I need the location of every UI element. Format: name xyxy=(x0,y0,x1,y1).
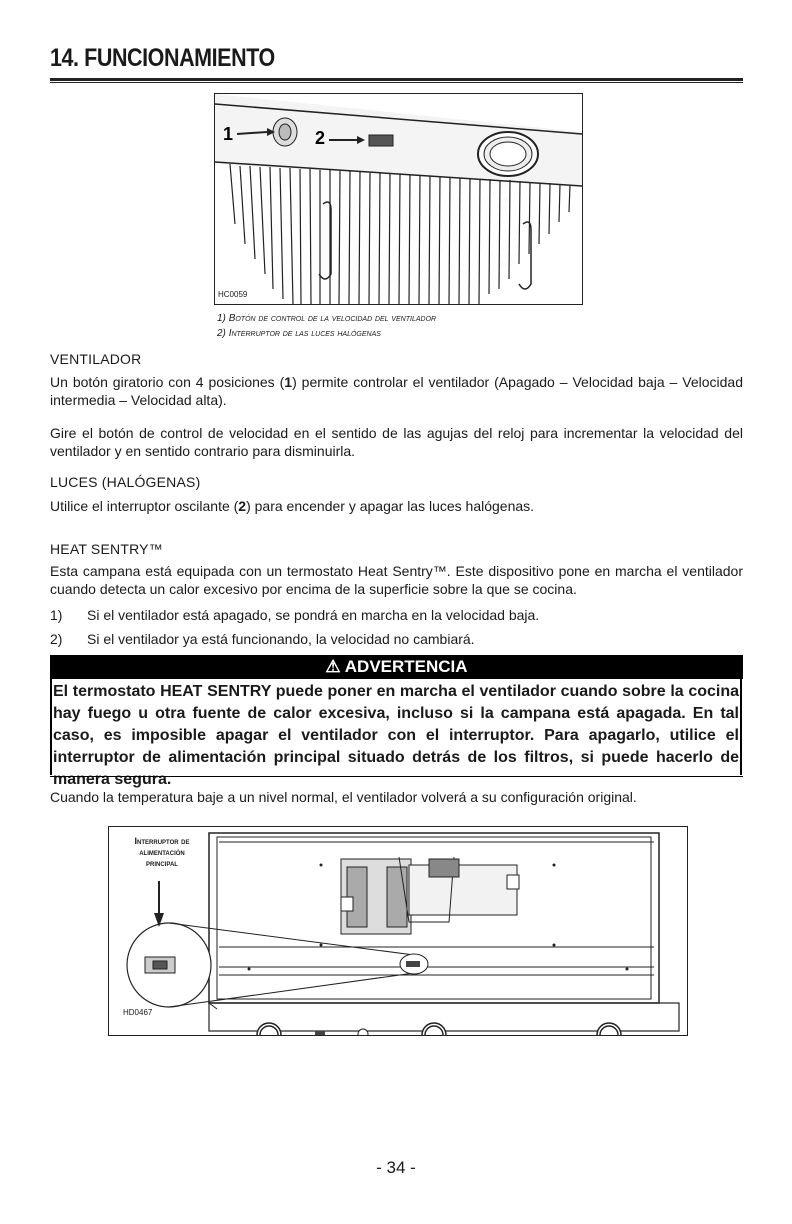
caption-1: 1) Botón de control de la velocidad del ventilador xyxy=(217,313,437,324)
heading-ventilador: VENTILADOR xyxy=(50,351,142,367)
ventilador-paragraph-2: Gire el botón de control de velocidad en el sentido de las agujas del reloj para incrementar la velocidad del ventilador y en sentido contrario para disminuirla. xyxy=(50,425,743,459)
fan-knob-small-icon xyxy=(358,1029,368,1035)
warning-body: El termostato HEAT SENTRY puede poner en marcha el ventilador cuando sobre la cocina hay fuego u otra fuente de calor excesiva, incluso si la campana está apagada. En tal caso, es imposible apagar el ventilador con el interruptor. Para apagarlo, utilice el interruptor de alimentación principal situado detrás de los filtros, si puede hacerlo de manera segura. xyxy=(53,683,739,788)
power-switch-magnifier-icon xyxy=(127,923,428,1007)
heat-list-item-1: 1) Si el ventilador está apagado, se pondrá en marcha en la velocidad baja. xyxy=(50,607,540,623)
page-number: - 34 - xyxy=(376,1158,416,1177)
light-ring-icon xyxy=(257,1023,621,1035)
fan-knob-icon xyxy=(273,118,297,146)
warning-triangle-icon: ⚠ xyxy=(325,657,341,676)
filter-handle-left-icon xyxy=(319,202,331,279)
callout-1: 1 xyxy=(223,124,234,144)
heading-luces: LUCES (HALÓGENAS) xyxy=(50,474,201,490)
power-switch-label: Interruptor de alimentación principal xyxy=(134,836,190,868)
filter-slats-icon xyxy=(230,164,570,304)
heat-paragraph: Esta campana está equipada con un termostato Heat Sentry™. Este dispositivo pone en marcha el ventilador cuando detecta un calor excesivo por encima de la superficie sobre la que se cocina. xyxy=(50,563,743,597)
light-lens-icon xyxy=(478,132,538,176)
caption-2: 2) Interruptor de las luces halógenas xyxy=(217,328,381,339)
heading-heat-sentry: HEAT SENTRY™ xyxy=(50,541,163,557)
blower-assembly-icon xyxy=(341,857,519,934)
figure-hood-controls xyxy=(214,93,583,305)
hood-controls-illustration xyxy=(215,94,582,304)
warning-header xyxy=(50,655,743,679)
down-arrow-icon xyxy=(154,881,164,927)
figure-main-power-switch xyxy=(108,826,688,1036)
heat-list-item-2: 2) Si el ventilador ya está funcionando, la velocidad no cambiará. xyxy=(50,631,475,647)
light-switch-small-icon xyxy=(315,1031,325,1035)
luces-paragraph: Utilice el interruptor oscilante (2) para encender y apagar las luces halógenas. xyxy=(50,498,535,514)
after-warning-paragraph: Cuando la temperatura baje a un nivel normal, el ventilador volverá a su configuración original. xyxy=(50,789,637,805)
ventilador-paragraph-1: Un botón giratorio con 4 posiciones (1) permite controlar el ventilador (Apagado – Velocidad baja – Velocidad intermedia – Velocidad alta). xyxy=(50,374,743,408)
figure2-code: HD0467 xyxy=(123,1008,153,1017)
section-title: 14. FUNCIONAMIENTO xyxy=(50,44,275,72)
figure1-code: HC0059 xyxy=(218,290,248,299)
warning-title: ADVERTENCIA xyxy=(344,657,468,676)
callout-2: 2 xyxy=(315,128,326,148)
warning-bottom-rule xyxy=(50,776,743,777)
title-rule xyxy=(50,78,743,83)
light-switch-icon xyxy=(369,135,393,146)
